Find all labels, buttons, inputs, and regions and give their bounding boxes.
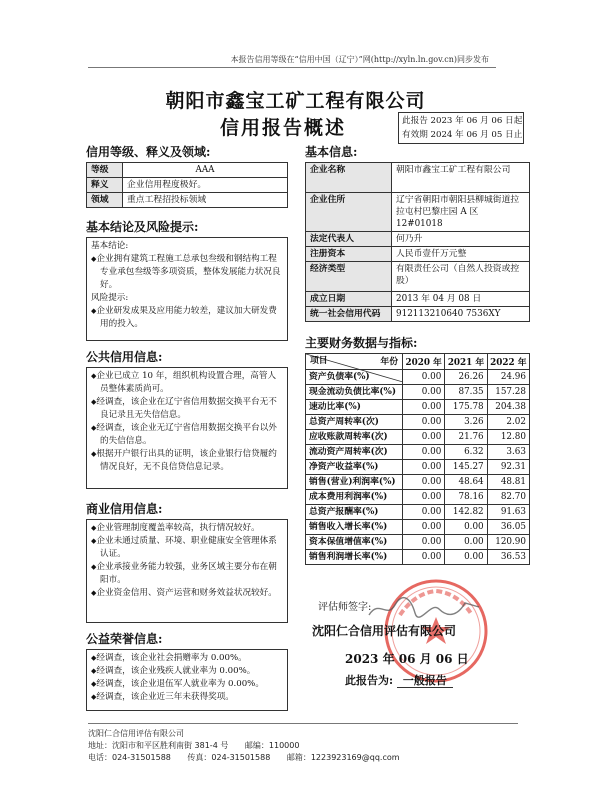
list-item: ◆经调查，该企业退伍军人就业率为 0.00%。	[91, 679, 264, 689]
bullet-icon: ◆	[91, 654, 97, 662]
table-row: 销售(营业)利润率(%) 0.00 48.64 48.81	[306, 475, 530, 490]
info-value: 2013 年 04 月 08 日	[392, 292, 530, 307]
basic-info-heading: 基本信息:	[305, 143, 530, 163]
signer-label: 评估师签字:	[318, 602, 372, 613]
footer-email: 邮箱：1223923169@qq.com	[286, 753, 400, 762]
footer-phone: 电话：024-31501588	[88, 753, 171, 762]
table-row	[306, 247, 530, 262]
year-header: 2021 年	[445, 354, 487, 370]
list-item: ◆企业管理制度覆盖率较高，执行情况较好。	[91, 523, 260, 533]
info-label: 企业名称	[306, 163, 392, 193]
list-item: ◆经调查，该企业社会捐赠率为 0.00%。	[91, 653, 247, 663]
table-row: 应收账款周转率(次) 0.00 21.76 12.80	[306, 430, 530, 445]
company-title: 朝阳市鑫宝工矿工程有限公司	[165, 90, 426, 112]
table-row	[306, 262, 530, 292]
report-type-line	[345, 672, 453, 688]
list-item: ◆企业研发成果及应用能力较差，建议加大研发费用的投入。	[91, 306, 277, 329]
year-header: 2022 年	[487, 354, 529, 370]
business-credit-heading: 商业信用信息:	[86, 500, 288, 520]
info-label: 统一社会信用代码	[306, 307, 392, 322]
info-value: 辽宁省朝阳市朝阳县柳城街道拉拉屯村巴黎庄园 A 区 12#01018	[392, 193, 530, 232]
bullet-icon: ◆	[91, 372, 97, 380]
list-item: ◆经调查，该企业近三年未获得奖项。	[91, 692, 234, 702]
info-label: 注册资本	[306, 247, 392, 262]
bullet-icon: ◆	[91, 398, 97, 406]
list-item: ◆根据开户银行出具的证明，该企业银行信贷履约情况良好，无不良信贷信息记录。	[91, 449, 277, 472]
bullet-icon: ◆	[91, 424, 97, 432]
table-row	[306, 307, 530, 322]
public-credit-heading: 公共信用信息:	[86, 348, 288, 368]
header-divider	[88, 67, 496, 68]
list-item: ◆企业未通过质量、环境、职业健康安全管理体系认证。	[91, 536, 277, 559]
table-row	[306, 193, 530, 232]
grade-label: 等级	[87, 163, 123, 178]
signing-org: 沈阳仁合信用评估有限公司	[312, 624, 457, 638]
footer-postcode: 邮编：110000	[244, 741, 300, 750]
handwritten-signature	[365, 595, 485, 623]
bullet-icon: ◆	[91, 563, 97, 571]
list-item: ◆企业拥有建筑工程施工总承包叁级和钢结构工程专业承包叁级等多项资质，整体发展能力状况良好。	[91, 254, 281, 290]
list-item: ◆经调查，该企业在辽宁省信用数据交换平台无不良记录且无失信信息。	[91, 397, 277, 420]
bullet-icon: ◆	[91, 307, 97, 315]
honor-box	[86, 649, 288, 711]
list-item: ◆企业承接业务能力较强，业务区域主要分布在朝阳市。	[91, 562, 277, 585]
table-header-row	[306, 354, 530, 370]
table-row	[87, 163, 288, 178]
report-type-label: 此报告为:	[345, 674, 394, 687]
table-row: 总资产周转率(次) 0.00 3.26 2.02	[306, 415, 530, 430]
table-row	[87, 193, 288, 208]
report-type: 一般报告	[397, 674, 453, 688]
business-credit-box	[86, 519, 288, 623]
meaning-value: 企业信用程度极好。	[123, 178, 288, 193]
list-item: ◆经调查，该企业无辽宁省信用数据交换平台以外的失信信息。	[91, 423, 277, 446]
corner-item: 项目	[310, 356, 328, 366]
table-row: 资产负债率(%) 0.00 26.26 24.96	[306, 370, 530, 385]
info-value: 有限责任公司（自然人投资或控股）	[392, 262, 530, 292]
table-row: 成本费用利润率(%) 0.00 78.16 82.70	[306, 490, 530, 505]
footer-org: 沈阳仁合信用评估有限公司	[88, 729, 184, 738]
financial-table	[305, 353, 530, 565]
basic-conclusion-title: 基本结论:	[91, 241, 129, 251]
financial-heading: 主要财务数据与指标:	[305, 334, 530, 354]
info-label: 法定代表人	[306, 232, 392, 247]
bullet-icon: ◆	[91, 450, 97, 458]
bullet-icon: ◆	[91, 693, 97, 701]
table-row	[306, 232, 530, 247]
bullet-icon: ◆	[91, 589, 97, 597]
table-row: 速动比率(%) 0.00 175.78 204.38	[306, 400, 530, 415]
domain-value: 重点工程招投标领域	[123, 193, 288, 208]
table-row: 总资产报酬率(%) 0.00 142.82 91.63	[306, 505, 530, 520]
domain-label: 领域	[87, 193, 123, 208]
corner-cell	[306, 354, 403, 370]
signing-date: 2023 年 06 月 06 日	[345, 652, 469, 666]
table-row: 销售利润增长率(%) 0.00 0.00 36.53	[306, 550, 530, 565]
valid-to: 有效期 2024 年 06 月 05 日止	[402, 130, 523, 140]
info-value: 何乃升	[392, 232, 530, 247]
table-row: 净资产收益率(%) 0.00 145.27 92.31	[306, 460, 530, 475]
conclusion-box	[86, 237, 288, 341]
risk-title: 风险提示:	[91, 293, 129, 303]
report-title: 信用报告概述	[220, 117, 347, 139]
corner-year: 年份	[380, 357, 398, 367]
info-value: 人民币壹仟万元整	[392, 247, 530, 262]
list-item: ◆经调查，该企业残疾人就业率为 0.00%。	[91, 666, 256, 676]
publication-note: 本报告信用等级在“信用中国（辽宁）”网(http://xyln.ln.gov.cn)同步发布	[230, 55, 489, 64]
year-header: 2020 年	[403, 354, 445, 370]
grade-heading: 信用等级、释义及领域:	[86, 143, 288, 163]
list-item: ◆企业资金信用、资产运营和财务效益状况较好。	[91, 588, 277, 598]
footer-fax: 传真：024-31501588	[187, 753, 271, 762]
table-row: 流动资产周转率(次) 0.00 6.32 3.63	[306, 445, 530, 460]
footer-address-line	[88, 740, 414, 752]
table-row: 现金流动负债比率(%) 0.00 87.35 157.28	[306, 385, 530, 400]
valid-from: 此报告 2023 年 06 月 06 日起	[402, 116, 523, 126]
grade-table	[86, 162, 288, 208]
list-item: ◆企业已成立 10 年，组织机构设置合理，高管人员整体素质尚可。	[91, 371, 277, 394]
footer	[88, 728, 414, 764]
bullet-icon: ◆	[91, 537, 97, 545]
info-value: 912113210640 7536XY	[392, 307, 530, 322]
validity-box	[398, 112, 524, 144]
table-row	[306, 163, 530, 193]
honor-heading: 公益荣誉信息:	[86, 630, 288, 650]
table-row: 资本保值增值率(%) 0.00 0.00 120.90	[306, 535, 530, 550]
grade-value: AAA	[123, 163, 288, 178]
info-value: 朝阳市鑫宝工矿工程有限公司	[392, 163, 530, 193]
bullet-icon: ◆	[91, 524, 97, 532]
bullet-icon: ◆	[91, 667, 97, 675]
bullet-icon: ◆	[91, 680, 97, 688]
conclusion-heading: 基本结论及风险提示:	[86, 218, 288, 238]
meaning-label: 释义	[87, 178, 123, 193]
basic-info-table	[305, 162, 530, 322]
public-credit-box	[86, 367, 288, 489]
info-label: 成立日期	[306, 292, 392, 307]
table-row	[87, 178, 288, 193]
table-row	[306, 292, 530, 307]
footer-contact-line	[88, 752, 414, 764]
bullet-icon: ◆	[91, 255, 97, 263]
footer-divider	[88, 723, 518, 724]
info-label: 企业住所	[306, 193, 392, 232]
footer-address: 地址：沈阳市和平区胜利南街 381-4 号	[88, 741, 229, 750]
info-label: 经济类型	[306, 262, 392, 292]
table-row: 销售收入增长率(%) 0.00 0.00 36.05	[306, 520, 530, 535]
